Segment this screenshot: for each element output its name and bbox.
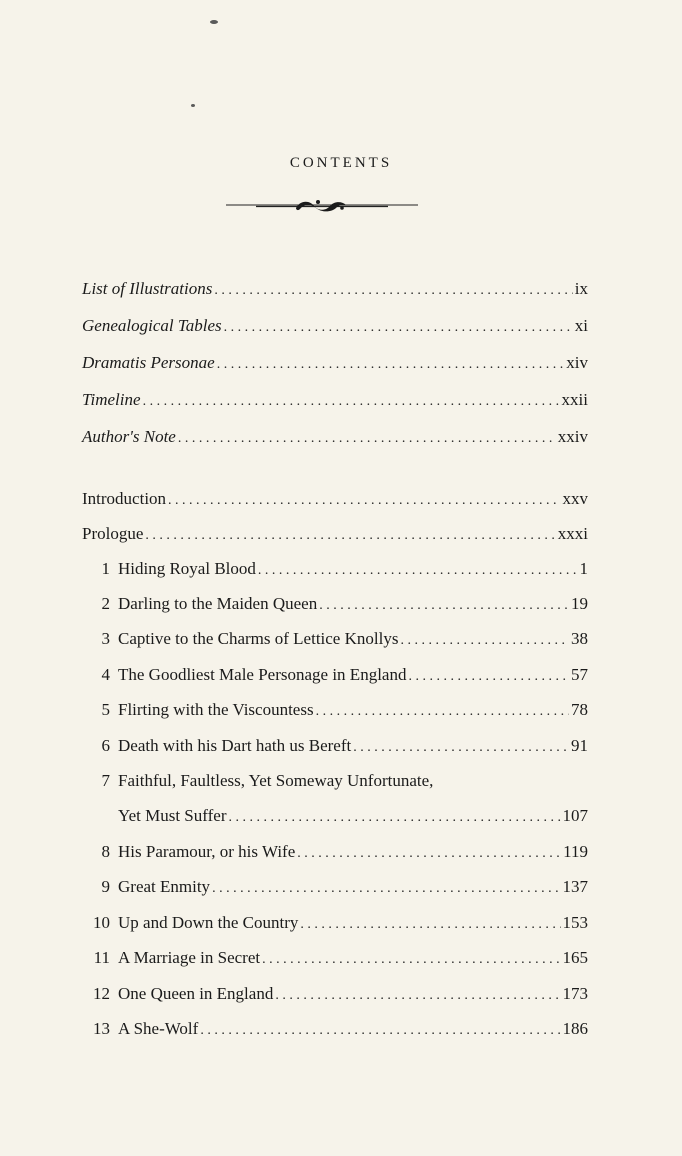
- chapter-number: 5: [101, 700, 110, 719]
- toc-entry[interactable]: [82, 279, 588, 303]
- entry-title: Prologue: [82, 524, 144, 543]
- ink-speck: [191, 104, 195, 107]
- chapter-page: 173: [562, 984, 588, 1003]
- dot-leader: [275, 988, 560, 1004]
- chapter-title: Great Enmity: [118, 877, 211, 896]
- dot-leader: [168, 493, 560, 509]
- toc-entry[interactable]: [82, 353, 588, 377]
- chapter-title: A She-Wolf: [118, 1019, 199, 1038]
- chapter-entry[interactable]: [82, 842, 588, 866]
- toc-entry[interactable]: [82, 390, 588, 414]
- chapter-page: 38: [571, 629, 588, 648]
- chapter-number: 8: [101, 842, 110, 861]
- dot-leader: [297, 846, 561, 862]
- chapter-number: 2: [101, 594, 110, 613]
- chapter-page: 19: [571, 594, 588, 613]
- chapter-title: Flirting with the Viscountess: [118, 700, 314, 719]
- chapter-title: Captive to the Charms of Lettice Knollys: [118, 629, 399, 648]
- dot-leader: [408, 669, 569, 685]
- chapter-number: 11: [93, 948, 110, 967]
- chapter-entry[interactable]: [82, 629, 588, 653]
- dot-leader: [212, 881, 560, 897]
- ornament-divider: [226, 196, 418, 216]
- chapter-number: 7: [101, 771, 110, 790]
- chapter-entry[interactable]: [82, 594, 588, 618]
- chapter-entry[interactable]: [82, 700, 588, 724]
- chapter-title: Faithful, Faultless, Yet Someway Unfortunate,: [118, 771, 434, 790]
- dot-leader: [143, 394, 560, 410]
- chapter-entry[interactable]: [82, 984, 588, 1008]
- toc-entry[interactable]: [82, 316, 588, 340]
- dot-leader: [319, 598, 569, 614]
- chapter-number: 10: [93, 913, 110, 932]
- chapter-page: 1: [579, 559, 588, 578]
- chapter-entry[interactable]: [82, 771, 588, 795]
- chapter-entry[interactable]: [82, 877, 588, 901]
- chapter-number: 9: [101, 877, 110, 896]
- chapter-title: The Goodliest Male Personage in England: [118, 665, 407, 684]
- chapter-number: 6: [101, 736, 110, 755]
- chapter-entry-continuation[interactable]: [82, 806, 588, 830]
- dot-leader: [214, 283, 572, 299]
- dot-leader: [300, 917, 560, 933]
- dot-leader: [224, 320, 573, 336]
- chapter-number: 13: [93, 1019, 110, 1038]
- chapter-number: 4: [101, 665, 110, 684]
- toc-entry[interactable]: [82, 489, 588, 513]
- chapter-page: 91: [571, 736, 588, 755]
- chapter-page: 78: [571, 700, 588, 719]
- chapter-title: His Paramour, or his Wife: [118, 842, 296, 861]
- contents-heading: CONTENTS: [289, 155, 393, 171]
- chapter-page: 153: [562, 913, 588, 932]
- chapter-title: Death with his Dart hath us Bereft: [118, 736, 352, 755]
- entry-page: xxxi: [557, 524, 588, 543]
- chapter-entry[interactable]: [82, 1019, 588, 1043]
- entry-page: ix: [574, 279, 588, 298]
- chapter-page: 107: [562, 806, 588, 825]
- dot-leader: [316, 704, 569, 720]
- entry-page: xi: [574, 316, 588, 335]
- chapter-title: Darling to the Maiden Queen: [118, 594, 318, 613]
- entry-title: Author's Note: [82, 427, 176, 446]
- entry-page: xiv: [566, 353, 588, 372]
- chapter-title: A Marriage in Secret: [118, 948, 261, 967]
- chapter-entry[interactable]: [82, 948, 588, 972]
- entry-page: xxv: [562, 489, 588, 508]
- dot-leader: [178, 431, 556, 447]
- chapter-entry[interactable]: [82, 559, 588, 583]
- chapter-page: 57: [571, 665, 588, 684]
- chapter-number: 12: [93, 984, 110, 1003]
- chapter-title: Hiding Royal Blood: [118, 559, 256, 578]
- chapter-title-continued: Yet Must Suffer: [118, 806, 227, 825]
- entry-title: Dramatis Personae: [82, 353, 215, 372]
- chapter-entry[interactable]: [82, 665, 588, 689]
- chapter-page: 186: [562, 1019, 588, 1038]
- dot-leader: [200, 1023, 560, 1039]
- dot-leader: [400, 633, 569, 649]
- entry-page: xxiv: [557, 427, 588, 446]
- chapter-page: 119: [563, 842, 588, 861]
- toc-entry[interactable]: [82, 524, 588, 548]
- dot-leader: [262, 952, 560, 968]
- entry-title: Timeline: [82, 390, 141, 409]
- chapter-entry[interactable]: [82, 913, 588, 937]
- dot-leader: [353, 740, 569, 756]
- dot-leader: [228, 810, 560, 826]
- entry-title: Genealogical Tables: [82, 316, 222, 335]
- chapter-page: 137: [562, 877, 588, 896]
- chapter-number: 1: [101, 559, 110, 578]
- entry-title: List of Illustrations: [82, 279, 213, 298]
- chapter-entry[interactable]: [82, 736, 588, 760]
- chapter-number: 3: [101, 629, 110, 648]
- entry-title: Introduction: [82, 489, 167, 508]
- toc-entry[interactable]: [82, 427, 588, 451]
- entry-page: xxii: [561, 390, 588, 409]
- chapter-title: One Queen in England: [118, 984, 274, 1003]
- dot-leader: [145, 528, 555, 544]
- dot-leader: [258, 563, 578, 579]
- ink-speck: [210, 20, 218, 24]
- chapter-page: 165: [562, 948, 588, 967]
- dot-leader: [217, 357, 565, 373]
- chapter-title: Up and Down the Country: [118, 913, 299, 932]
